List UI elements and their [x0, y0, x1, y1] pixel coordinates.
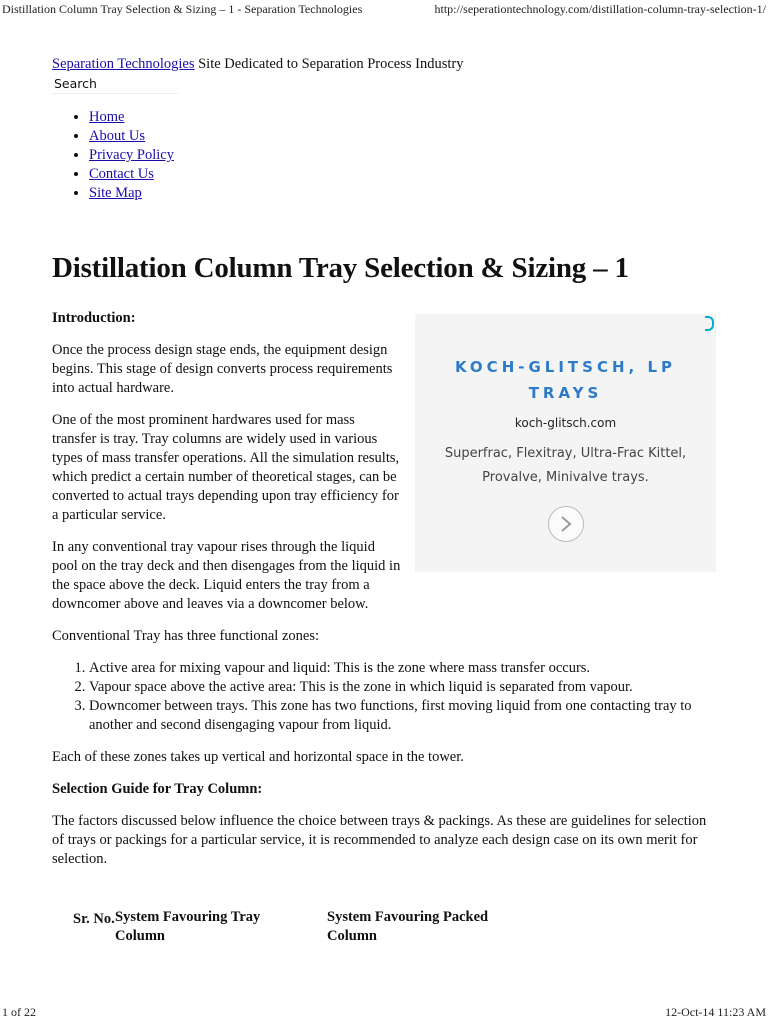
zone-item: 1. Active area for mixing vapour and liquid: This is the zone where mass transfer occurs.: [89, 659, 720, 678]
nav-link-home[interactable]: Home: [89, 109, 125, 125]
paragraph-6: The factors discussed below influence the choice between trays & packings. As these are guidelines for selection of trays or packings for a particular service, it is recommended to analyze each design case on its own merit for selection.: [52, 813, 707, 867]
col-header-packed: System Favouring Packed Column: [327, 909, 489, 944]
intro-heading: Introduction:: [52, 310, 136, 326]
paragraph-1: Once the process design stage ends, the equipment design begins. This stage of design converts process requirements into actual hardware.: [52, 342, 393, 396]
col-header-tray: System Favouring Tray Column: [115, 909, 261, 944]
ad-arrow-button[interactable]: [548, 506, 584, 542]
search-input[interactable]: Search: [52, 75, 178, 94]
print-footer: [2, 1005, 766, 1020]
paragraph-2: One of the most prominent hardwares used for mass transfer is tray. Tray columns are widely used in various types of mass transfer operations. All the simulation results, which predict a certain number of theoretical stages, can be converted to actual trays depending upon tray efficiency for a particular service.: [52, 412, 400, 523]
paragraph-5: Each of these zones takes up vertical and horizontal space in the tower.: [52, 749, 464, 765]
nav-item-contact: [89, 165, 174, 184]
nav-item-home: [89, 108, 174, 127]
page-number: 1 of 22: [2, 1005, 36, 1019]
ad-title[interactable]: KOCH-GLITSCH, LP TRAYS: [454, 358, 676, 402]
zones-list: [52, 659, 720, 735]
site-header: [52, 56, 463, 73]
print-header-title: Distillation Column Tray Selection & Sizing – 1 - Separation Technologies: [2, 2, 363, 16]
ad-banner[interactable]: [415, 314, 716, 572]
site-name-link[interactable]: Separation Technologies: [52, 56, 195, 72]
nav-item-privacy: [89, 146, 174, 165]
main-nav: [52, 108, 174, 203]
guide-heading: Selection Guide for Tray Column:: [52, 781, 263, 797]
zone-item: 3. Downcomer between trays. This zone has two functions, first moving liquid from one contacting tray to another and second disengaging vapour from liquid.: [89, 697, 720, 735]
print-header-url: http://seperationtechnology.com/distillation-column-tray-selection-1/: [434, 2, 766, 16]
article-title: Distillation Column Tray Selection & Sizing – 1: [52, 252, 629, 284]
col-header-sr-no: Sr. No.: [73, 911, 115, 927]
nav-link-contact[interactable]: Contact Us: [89, 166, 154, 182]
site-tagline: Site Dedicated to Separation Process Industry: [198, 56, 464, 72]
nav-item-sitemap: [89, 184, 174, 203]
nav-link-about[interactable]: About Us: [89, 128, 145, 144]
chevron-right-icon: [559, 515, 573, 533]
nav-link-privacy[interactable]: Privacy Policy: [89, 147, 174, 163]
paragraph-3: In any conventional tray vapour rises through the liquid pool on the tray deck and then disengages from the liquid in the space above the deck. Liquid enters the tray from a downcomer above and leaves via a downcomer below.: [52, 539, 401, 612]
print-timestamp: 12-Oct-14 11:23 AM: [665, 1005, 766, 1019]
zone-item: 2. Vapour space above the active area: This is the zone in which liquid is separated from vapour.: [89, 678, 720, 697]
paragraph-4: Conventional Tray has three functional zones:: [52, 628, 319, 644]
adchoices-icon[interactable]: [705, 316, 714, 331]
ad-description: Superfrac, Flexitray, Ultra-Frac Kittel, Provalve, Minivalve trays.: [444, 446, 687, 485]
print-header: [2, 2, 766, 17]
nav-item-about: [89, 127, 174, 146]
ad-domain[interactable]: koch-glitsch.com: [514, 416, 617, 430]
nav-link-sitemap[interactable]: Site Map: [89, 185, 142, 201]
